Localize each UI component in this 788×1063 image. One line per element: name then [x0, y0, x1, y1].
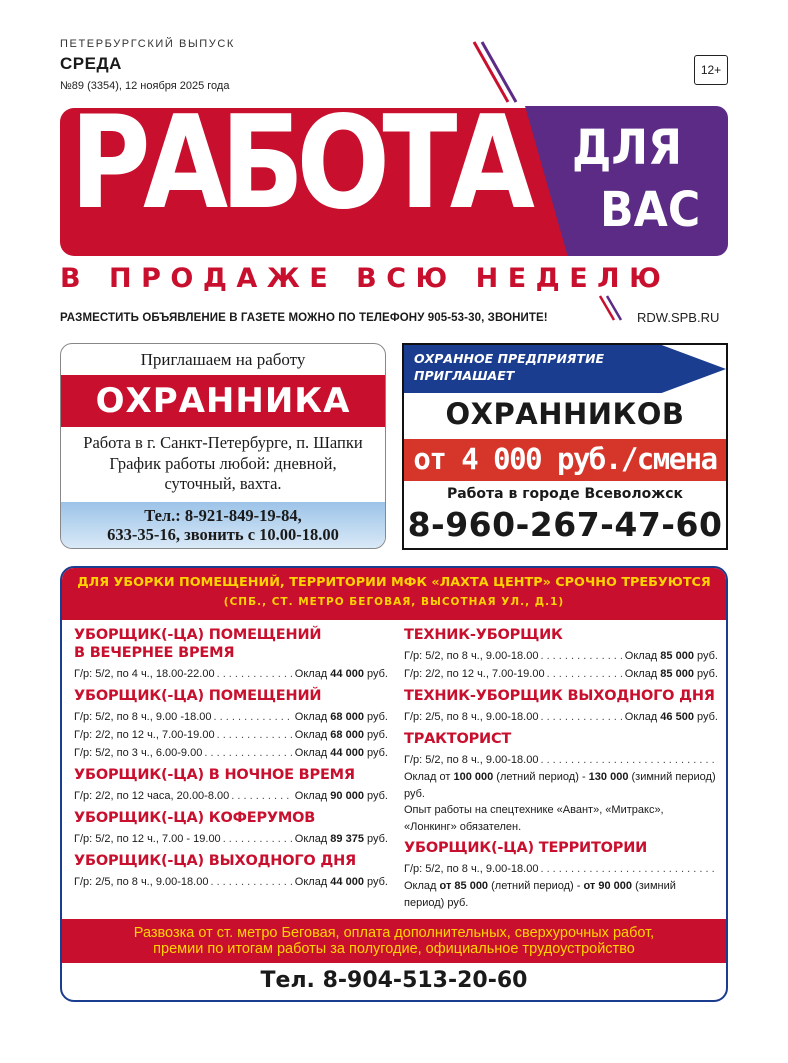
- job-schedule-line: [404, 860, 718, 878]
- right-jobs-column: [404, 622, 718, 911]
- salary-amount: 44 000: [330, 668, 364, 680]
- job-schedule-line: [74, 726, 388, 744]
- salary-amount: 85 000: [660, 668, 694, 680]
- job-listing: [404, 730, 718, 835]
- job-schedule-line: [404, 708, 718, 726]
- website-link[interactable]: RDW.SPB.RU: [637, 310, 720, 325]
- salary-label: Оклад: [294, 876, 328, 888]
- slogan-stripes-icon: [598, 294, 634, 322]
- job-listing: [404, 839, 718, 911]
- ad2-title: ОХРАННИКОВ: [445, 397, 685, 431]
- ad2-header-line-1: ОХРАННОЕ ПРЕДПРИЯТИЕ: [414, 351, 605, 366]
- note-text: (зимний период) руб.: [404, 771, 716, 800]
- job-listing: [74, 809, 388, 848]
- logo-subtitle-vas: ВАС: [600, 182, 701, 238]
- salary-unit: руб.: [367, 729, 388, 741]
- job-salary: [295, 708, 388, 726]
- job-title: ТЕХНИК-УБОРЩИК ВЫХОДНОГО ДНЯ: [404, 688, 715, 704]
- job-title: УБОРЩИК(-ЦА) КОФЕРУМОВ: [74, 810, 316, 826]
- salary-unit: руб.: [367, 668, 388, 680]
- job-note: [404, 769, 718, 802]
- dot-leader: [204, 744, 292, 762]
- job-schedule-line: [74, 744, 388, 762]
- job-schedule-line: [74, 830, 388, 848]
- job-schedule: Г/р: 5/2, по 8 ч., 9.00-18.00: [404, 863, 539, 875]
- job-salary: [295, 830, 388, 848]
- dot-leader: [210, 873, 292, 891]
- job-salary: [295, 873, 388, 891]
- ad2-location: Работа в городе Всеволожск: [446, 486, 684, 502]
- big-ad-phone: Тел. 8-904-513-20-60: [260, 968, 528, 993]
- note-text: (зимний период) руб.: [404, 880, 676, 909]
- job-title: УБОРЩИК(-ЦА) ТЕРРИТОРИИ: [404, 840, 648, 856]
- dot-leader: [217, 665, 293, 683]
- salary-label: Оклад: [294, 833, 328, 845]
- salary-amount: 46 500: [660, 711, 694, 723]
- ad1-phone-1: Тел.: 8-921-849-19-84,: [144, 506, 302, 525]
- job-schedule-line: [74, 787, 388, 805]
- job-schedule: Г/р: 2/5, по 8 ч., 9.00-18.00: [74, 876, 209, 888]
- dot-leader: [223, 830, 293, 848]
- job-title: ТРАКТОРИСТ: [404, 731, 512, 747]
- logo-title: РАБОТА: [70, 89, 528, 238]
- ad-placement-phone-line: РАЗМЕСТИТЬ ОБЪЯВЛЕНИЕ В ГАЗЕТЕ МОЖНО ПО ТЕЛЕФОНУ 905-53-30, ЗВОНИТЕ!: [60, 312, 548, 324]
- ad1-details: [61, 433, 385, 495]
- benefits-line-2: премии по итогам работы за полугодие, официальное трудоустройство: [153, 941, 635, 957]
- security-guard-ad: [60, 343, 386, 549]
- job-schedule: Г/р: 5/2, по 8 ч., 9.00-18.00: [404, 754, 539, 766]
- job-schedule-line: [74, 665, 388, 683]
- job-salary: [295, 744, 388, 762]
- job-title: УБОРЩИК(-ЦА) В НОЧНОЕ ВРЕМЯ: [74, 767, 355, 783]
- job-title: УБОРЩИК(-ЦА) ПОМЕЩЕНИЙ В ВЕЧЕРНЕЕ ВРЕМЯ: [74, 627, 322, 661]
- job-schedule: Г/р: 2/2, по 12 ч., 7.00-19.00: [74, 729, 215, 741]
- job-schedule-line: [404, 751, 718, 769]
- ad1-schedule-2: суточный, вахта.: [164, 474, 282, 493]
- big-ad-subtitle: (СПБ., СТ. МЕТРО БЕГОВАЯ, ВЫСОТНАЯ УЛ., Д.1): [223, 596, 565, 608]
- note-amount: 130 000: [588, 771, 629, 783]
- ad2-pay: от 4 000 руб./смена: [413, 442, 717, 476]
- job-title: ТЕХНИК-УБОРЩИК: [404, 627, 563, 643]
- issue-day: СРЕДА: [60, 54, 122, 73]
- salary-amount: 90 000: [330, 790, 364, 802]
- dot-leader: [547, 665, 623, 683]
- salary-label: Оклад: [624, 711, 658, 723]
- cleaning-jobs-ad: [60, 566, 728, 1002]
- salary-unit: руб.: [367, 833, 388, 845]
- job-title: УБОРЩИК(-ЦА) ВЫХОДНОГО ДНЯ: [74, 853, 356, 869]
- job-listing: [74, 626, 388, 683]
- job-listing: [404, 626, 718, 683]
- age-rating-badge: 12+: [694, 55, 728, 85]
- note-amount: от 90 000: [583, 880, 633, 892]
- note-amount: от 85 000: [439, 880, 489, 892]
- note-text: Оклад от: [404, 771, 454, 783]
- ad2-header: [414, 350, 604, 384]
- job-salary: [625, 665, 718, 683]
- job-salary: [295, 665, 388, 683]
- job-schedule-line: [74, 873, 388, 891]
- salary-amount: 44 000: [330, 747, 364, 759]
- ad1-title: ОХРАННИКА: [61, 375, 385, 427]
- ad1-phone-2: 633-35-16, звонить с 10.00-18.00: [107, 525, 339, 544]
- note-text: (летний период) -: [493, 771, 589, 783]
- issue-number: №89 (3354), 12 ноября 2025 года: [60, 80, 230, 92]
- ad1-schedule: График работы любой: дневной,: [109, 453, 337, 473]
- note-text: Оклад: [404, 880, 440, 892]
- job-listing: [74, 687, 388, 762]
- salary-label: Оклад: [624, 668, 658, 680]
- dot-leader: [540, 647, 622, 665]
- job-schedule: Г/р: 2/5, по 8 ч., 9.00-18.00: [404, 711, 539, 723]
- salary-unit: руб.: [367, 711, 388, 723]
- job-schedule: Г/р: 5/2, по 12 ч., 7.00 - 19.00: [74, 833, 221, 845]
- job-salary: [295, 726, 388, 744]
- salary-label: Оклад: [294, 729, 328, 741]
- ad1-invite: Приглашаем на работу: [140, 350, 306, 369]
- big-ad-benefits: [62, 925, 726, 957]
- job-listing: [74, 852, 388, 891]
- dot-leader: [540, 751, 716, 769]
- job-salary: [295, 787, 388, 805]
- salary-amount: 85 000: [660, 650, 694, 662]
- salary-unit: руб.: [697, 650, 718, 662]
- job-schedule: Г/р: 5/2, по 8 ч., 9.00-18.00: [404, 650, 539, 662]
- salary-unit: руб.: [367, 747, 388, 759]
- job-schedule: Г/р: 5/2, по 8 ч., 9.00 -18.00: [74, 711, 212, 723]
- job-schedule: Г/р: 5/2, по 3 ч., 6.00-9.00: [74, 747, 203, 759]
- dot-leader: [214, 708, 293, 726]
- dot-leader: [231, 787, 293, 805]
- salary-unit: руб.: [367, 876, 388, 888]
- dot-leader: [540, 860, 716, 878]
- benefits-line-1: Развозка от ст. метро Беговая, оплата дополнительных, сверхурочных работ,: [133, 925, 655, 941]
- security-company-ad: [402, 343, 728, 550]
- salary-unit: руб.: [367, 790, 388, 802]
- salary-label: Оклад: [624, 650, 658, 662]
- salary-amount: 44 000: [330, 876, 364, 888]
- ad1-location: Работа в г. Санкт-Петербурге, п. Шапки: [83, 433, 363, 452]
- job-listing: [74, 766, 388, 805]
- job-schedule: Г/р: 2/2, по 12 часа, 20.00-8.00: [74, 790, 230, 802]
- job-listing: [404, 687, 718, 726]
- left-jobs-column: [74, 622, 388, 891]
- salary-unit: руб.: [697, 668, 718, 680]
- ad2-phone: 8-960-267-47-60: [407, 505, 723, 544]
- note-amount: 100 000: [453, 771, 494, 783]
- logo-subtitle-dlya: ДЛЯ: [572, 120, 683, 176]
- big-ad-title: ДЛЯ УБОРКИ ПОМЕЩЕНИЙ, ТЕРРИТОРИИ МФК «ЛАХТА ЦЕНТР» СРОЧНО ТРЕБУЮТСЯ: [77, 575, 711, 590]
- salary-amount: 68 000: [330, 729, 364, 741]
- job-schedule-line: [404, 665, 718, 683]
- salary-label: Оклад: [294, 711, 328, 723]
- salary-label: Оклад: [294, 747, 328, 759]
- salary-amount: 89 375: [330, 833, 364, 845]
- issue-region: ПЕТЕРБУРГСКИЙ ВЫПУСК: [60, 38, 235, 50]
- job-note: [404, 878, 718, 911]
- salary-label: Оклад: [294, 790, 328, 802]
- salary-label: Оклад: [294, 668, 328, 680]
- ad1-phone-band: [61, 502, 385, 548]
- dot-leader: [540, 708, 622, 726]
- job-salary: [625, 708, 718, 726]
- job-schedule: Г/р: 5/2, по 4 ч., 18.00-22.00: [74, 668, 215, 680]
- job-schedule: Г/р: 2/2, по 12 ч., 7.00-19.00: [404, 668, 545, 680]
- ad2-header-line-2: ПРИГЛАШАЕТ: [414, 368, 515, 383]
- dot-leader: [217, 726, 293, 744]
- note-text: (летний период) -: [488, 880, 584, 892]
- job-salary: [625, 647, 718, 665]
- salary-unit: руб.: [697, 711, 718, 723]
- job-title: УБОРЩИК(-ЦА) ПОМЕЩЕНИЙ: [74, 688, 322, 704]
- job-note: [404, 802, 718, 835]
- salary-amount: 68 000: [330, 711, 364, 723]
- sales-slogan: В ПРОДАЖЕ ВСЮ НЕДЕЛЮ: [60, 263, 671, 294]
- job-schedule-line: [74, 708, 388, 726]
- note-text: Опыт работы на спецтехнике «Авант», «Митракс», «Лонкинг» обязателен.: [404, 804, 664, 833]
- job-schedule-line: [404, 647, 718, 665]
